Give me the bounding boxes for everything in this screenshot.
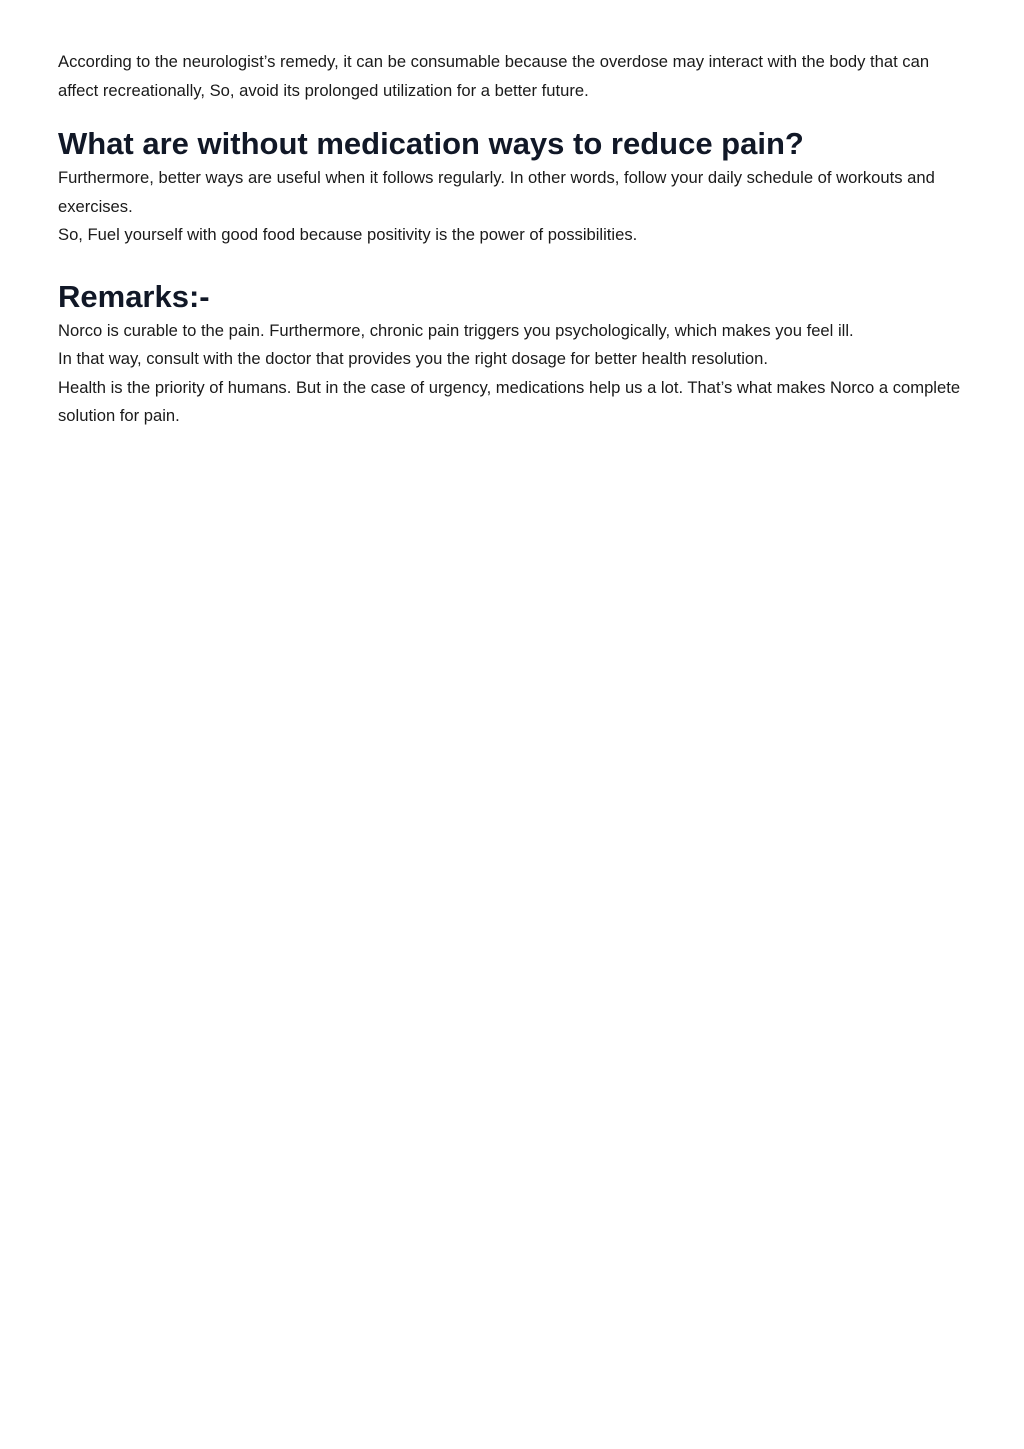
section-1-paragraph: Furthermore, better ways are useful when it follows regularly. In other words, follow your daily schedule of workouts and exercises. xyxy=(58,168,935,216)
intro-paragraph: According to the neurologist’s remedy, it can be consumable because the overdose may interact with the body that can affect recreationally, So, avoid its prolonged utilization for a better future. xyxy=(58,52,930,100)
section-2-paragraph: In that way, consult with the doctor that provides you the right dosage for better health resolution. xyxy=(58,349,768,368)
section-2-paragraph: Norco is curable to the pain. Furthermore, chronic pain triggers you psychologically, which makes you feel ill. xyxy=(58,320,854,340)
section-1-paragraph: So, Fuel yourself with good food because positivity is the power of possibilities. xyxy=(58,225,638,244)
section-heading-no-medication: What are without medication ways to reduce pain? xyxy=(58,126,804,161)
section-2-paragraph: Health is the priority of humans. But in the case of urgency, medications help us a lot. That’s what makes Norco a complete solution for pain. xyxy=(58,377,961,425)
section-heading-remarks: Remarks:- xyxy=(58,278,210,314)
document-body xyxy=(58,48,973,431)
